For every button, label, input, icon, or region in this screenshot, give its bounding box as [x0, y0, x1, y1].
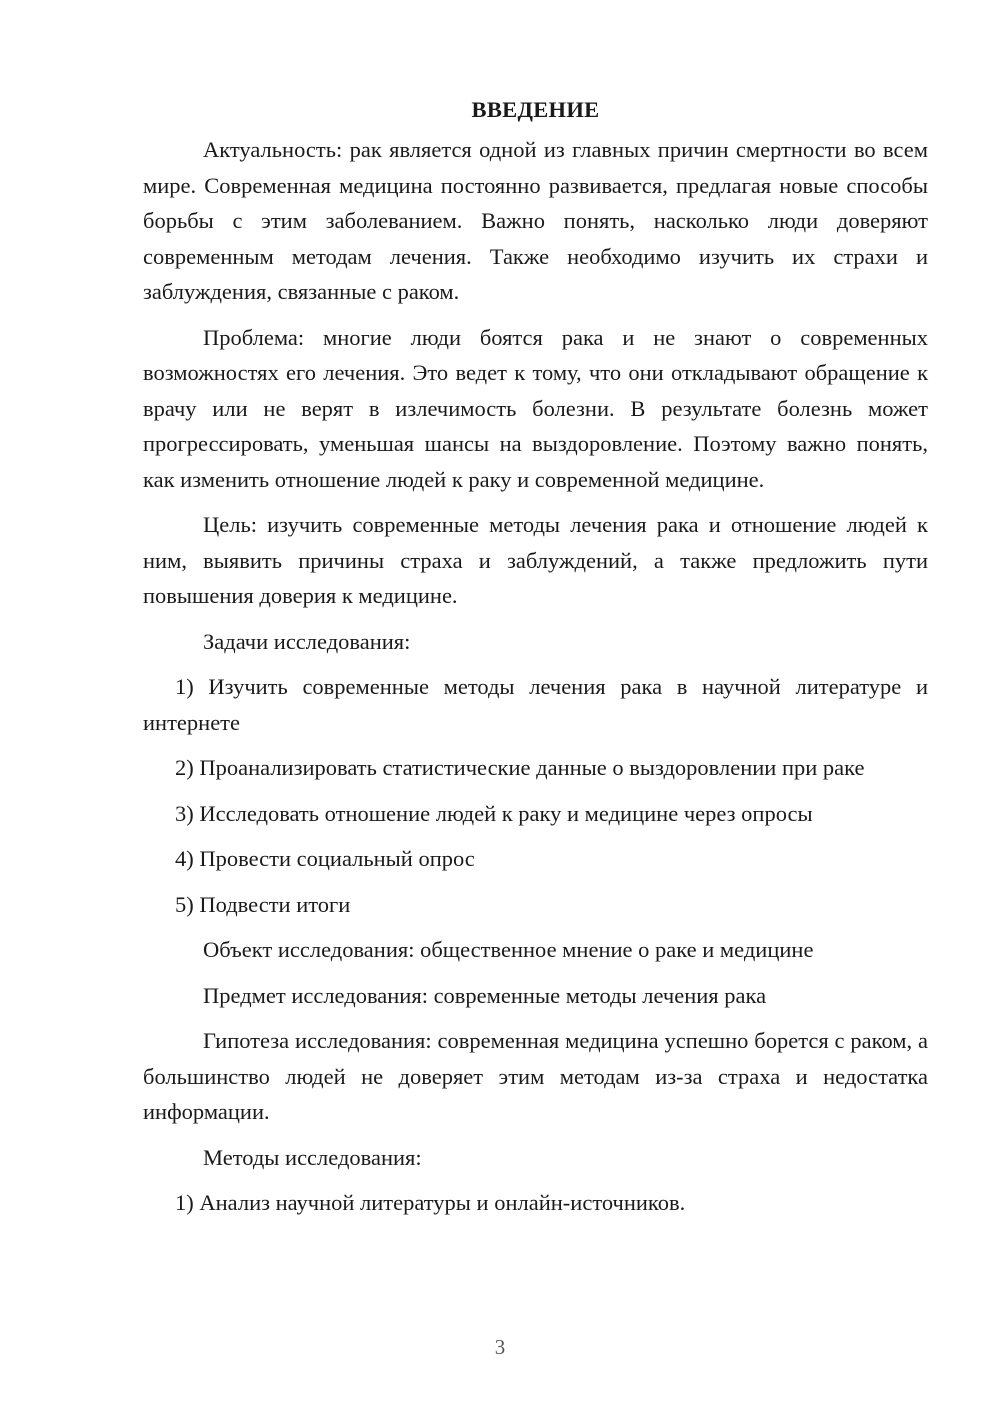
page-number: 3	[494, 1335, 506, 1359]
tasks-heading: Задачи исследования:	[203, 628, 411, 654]
task-item-5: 5) Подвести итоги	[175, 891, 351, 917]
problem-paragraph: Проблема: многие люди боятся рака и не знают о современных возможностях его лечения. Это ведет к тому, что они откладывают обращение к врачу или не верят в излечимость болезни. В результате болезнь может прогрессировать, уменьшая шансы на выздоровление. Поэтому важно понять, как изменить отношение людей к раку и современной медицине.	[143, 324, 928, 492]
methods-heading: Методы исследования:	[203, 1144, 422, 1170]
task-item-1: 1) Изучить современные методы лечения рака в научной литературе и интернете	[143, 674, 928, 735]
goal-paragraph: Цель: изучить современные методы лечения рака и отношение людей к ним, выявить причины страха и заблуждений, а также предложить пути повышения доверия к медицине.	[143, 512, 928, 608]
task-item-2: 2) Проанализировать статистические данные о выздоровлении при раке	[175, 755, 865, 780]
page-content	[143, 92, 928, 1221]
object-paragraph: Объект исследования: общественное мнение о раке и медицине	[203, 937, 814, 962]
page-title: ВВЕДЕНИЕ	[471, 97, 600, 122]
subject-paragraph: Предмет исследования: современные методы лечения рака	[203, 982, 767, 1008]
relevance-paragraph: Актуальность: рак является одной из главных причин смертности во всем мире. Современная медицина постоянно развивается, предлагая новые способы борьбы с этим заболеванием. Важно понять, насколько люди доверяют современным методам лечения. Также необходимо изучить их страхи и заблуждения, связанные с раком.	[143, 137, 928, 304]
task-item-3: 3) Исследовать отношение людей к раку и медицине через опросы	[175, 800, 813, 826]
task-item-4: 4) Провести социальный опрос	[175, 846, 475, 871]
method-item-1: 1) Анализ научной литературы и онлайн-источников.	[175, 1190, 686, 1215]
hypothesis-paragraph: Гипотеза исследования: современная медицина успешно борется с раком, а большинство людей не доверяет этим методам из-за страха и недостатка информации.	[143, 1028, 928, 1124]
